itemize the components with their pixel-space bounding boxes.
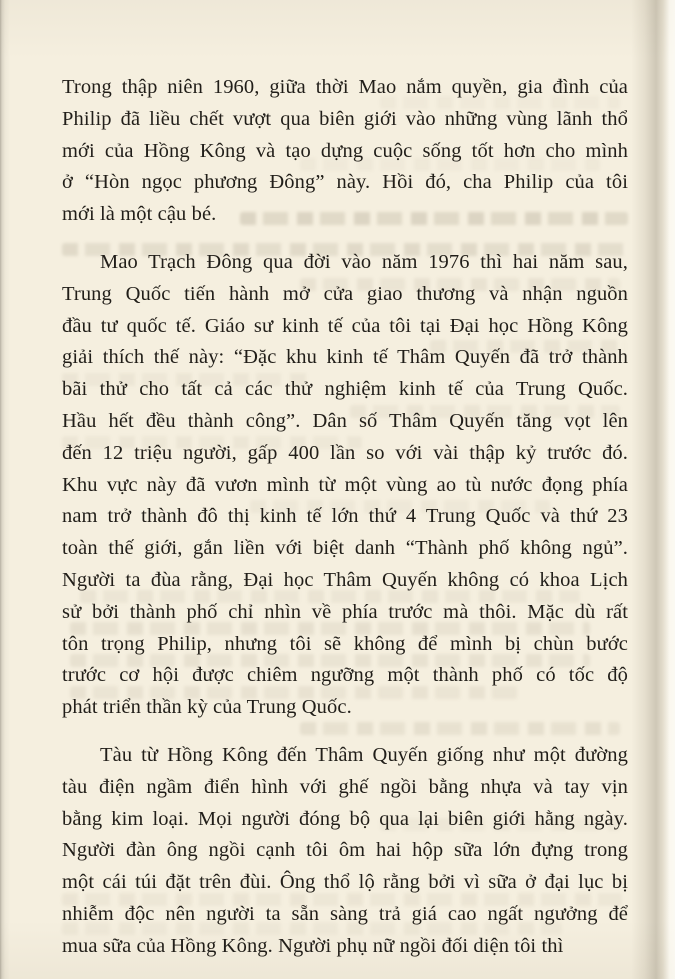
text-line: đầu tư quốc tế. Giáo sư kinh tế của tôi tại Đại học Hồng Kông bbox=[62, 314, 628, 337]
text-line: tàu điện ngầm điển hình với ghế ngồi bằng nhựa và tay vịn bbox=[62, 775, 628, 798]
text-line: tôn trọng Philip, nhưng tôi sẽ không để mình bị chùn bước bbox=[62, 632, 628, 655]
text-line: toàn thế giới, gắn liền với biệt danh “Thành phố không ngủ”. bbox=[62, 537, 628, 560]
paragraph bbox=[62, 740, 628, 963]
text-line: Philip đã liều chết vượt qua biên giới vào những vùng lãnh thổ bbox=[62, 107, 628, 130]
text-line: Người ta đùa rằng, Đại học Thâm Quyến không có khoa Lịch bbox=[62, 568, 628, 591]
text-line: mới là một cậu bé. bbox=[62, 203, 217, 226]
text-line: Người đàn ông ngồi cạnh tôi ôm hai hộp sữa lớn đựng trong bbox=[62, 839, 628, 862]
text-line: sử bởi thành phố chỉ nhìn về phía trước mà thôi. Mặc dù rất bbox=[62, 600, 628, 623]
text-line: giải thích thế này: “Đặc khu kinh tế Thâm Quyến đã trở thành bbox=[62, 346, 628, 369]
text-line: bãi thử cho tất cả các thử nghiệm kinh tế của Trung Quốc. bbox=[62, 378, 628, 401]
text-line: đến 12 triệu người, gấp 400 lần so với vài thập kỷ trước đó. bbox=[62, 441, 628, 464]
text-line: mua sữa của Hồng Kông. Người phụ nữ ngồi đối diện tôi thì bbox=[62, 934, 564, 957]
paragraph bbox=[62, 72, 628, 231]
text-line: Hầu hết đều thành công”. Dân số Thâm Quyến tăng vọt lên bbox=[62, 409, 628, 432]
text-line: mới của Hồng Kông và tạo dựng cuộc sống tốt hơn cho mình bbox=[62, 139, 628, 162]
text-line: trước cơ hội được chiêm ngưỡng một thành phố có tốc độ bbox=[62, 664, 628, 687]
text-line: phát triển thần kỳ của Trung Quốc. bbox=[62, 696, 352, 719]
text-line: Trung Quốc tiến hành mở cửa giao thương và nhận nguồn bbox=[62, 282, 628, 305]
text-line: Mao Trạch Đông qua đời vào năm 1976 thì hai năm sau, bbox=[100, 250, 628, 273]
text-line: nhiễm độc nên người ta sẵn sàng trả giá cao ngất ngưởng để bbox=[62, 902, 628, 925]
text-line: một cái túi đặt trên đùi. Ông thổ lộ rằng bởi vì sữa ở đại lục bị bbox=[62, 871, 628, 894]
text-line: nam trở thành đô thị kinh tế lớn thứ 4 Trung Quốc và thứ 23 bbox=[62, 505, 628, 528]
paragraph bbox=[62, 247, 628, 724]
text-line: bằng kim loại. Mọi người đóng bộ qua lại biên giới hằng ngày. bbox=[62, 807, 628, 830]
text-block bbox=[62, 72, 628, 963]
text-line: Trong thập niên 1960, giữa thời Mao nắm quyền, gia đình của bbox=[62, 76, 628, 98]
text-line: Khu vực này đã vươn mình từ một vùng ao tù nước đọng phía bbox=[62, 473, 628, 496]
text-line: Tàu từ Hồng Kông đến Thâm Quyến giống như một đường bbox=[100, 743, 628, 766]
text-line: ở “Hòn ngọc phương Đông” này. Hồi đó, cha Philip của tôi bbox=[62, 171, 628, 194]
